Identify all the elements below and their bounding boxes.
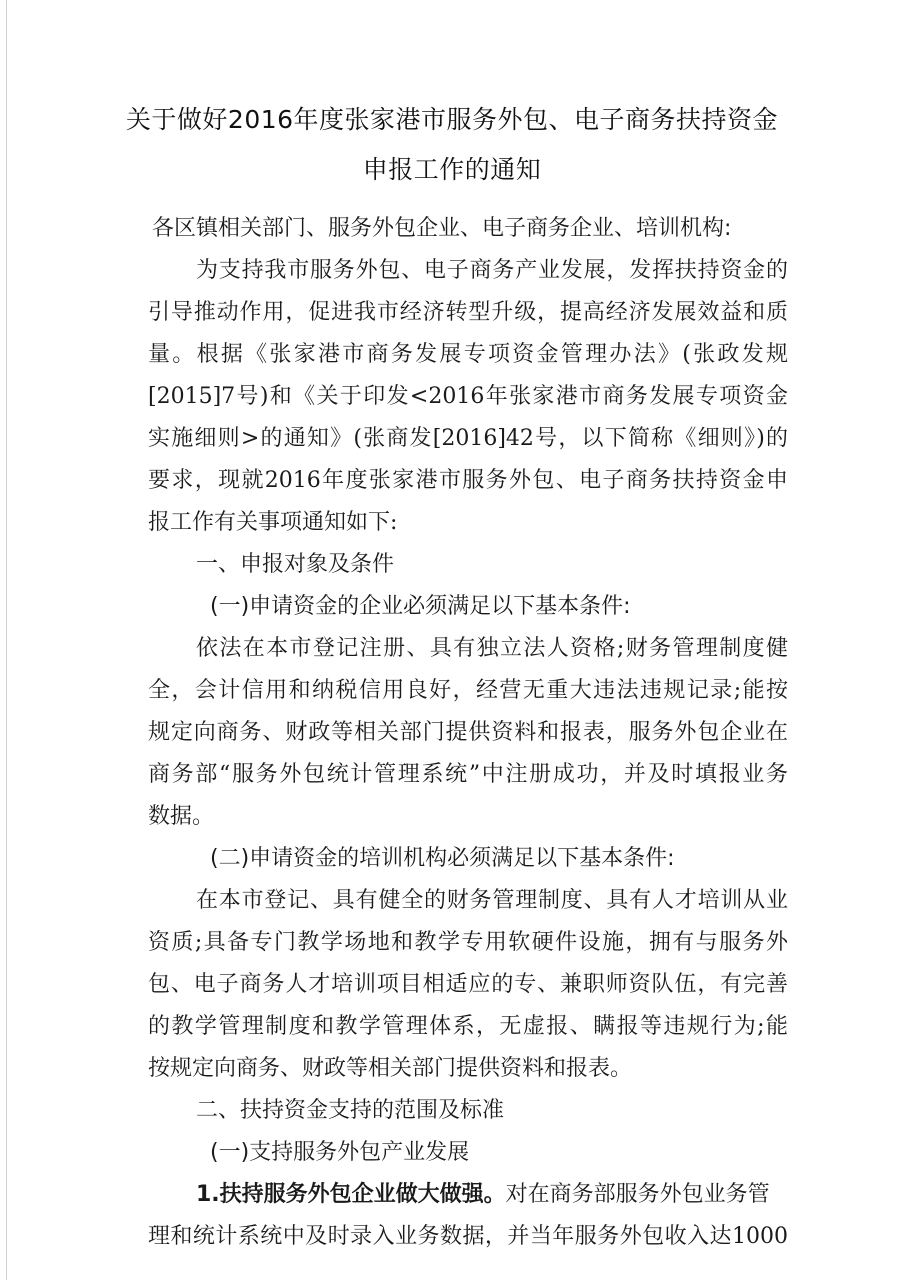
body-line: 规定向商务、财政等相关部门提供资料和报表，服务外包企业在: [148, 720, 788, 745]
body-line: 全，会计信用和纳税信用良好，经营无重大违法违规记录;能按: [148, 678, 788, 703]
body-line: 依法在本市登记注册、具有独立法人资格;财务管理制度健: [196, 636, 788, 661]
body-line: 引导推动作用，促进我市经济转型升级，提高经济发展效益和质: [148, 300, 788, 325]
body-line: 要求，现就2016年度张家港市服务外包、电子商务扶持资金申: [148, 468, 788, 493]
body-line: 实施细则>的通知》(张商发[2016]42号，以下简称《细则》)的: [148, 426, 788, 451]
body-line: 为支持我市服务外包、电子商务产业发展，发挥扶持资金的: [196, 258, 788, 283]
body-line: 资质;具备专门教学场地和教学专用软硬件设施，拥有与服务外: [148, 930, 788, 955]
document-title-line-2: 申报工作的通知: [362, 155, 542, 184]
body-line: 报工作有关事项通知如下:: [148, 510, 398, 535]
subsection-heading: (一)支持服务外包产业发展: [210, 1140, 470, 1165]
body-line: 理和统计系统中及时录入业务数据，并当年服务外包收入达1000: [148, 1224, 788, 1249]
scan-edge: [6, 0, 7, 1280]
item-heading: 1.扶持服务外包企业做大做强。: [196, 1182, 506, 1207]
document-title-line-1: 关于做好2016年度张家港市服务外包、电子商务扶持资金: [125, 105, 779, 134]
subsection-heading: (二)申请资金的培训机构必须满足以下基本条件:: [210, 846, 675, 871]
body-line: 在本市登记、具有健全的财务管理制度、具有人才培训从业: [196, 888, 788, 913]
item-line: [196, 1180, 788, 1210]
body-line: 商务部“服务外包统计管理系统”中注册成功，并及时填报业务: [148, 762, 788, 787]
item-text: 对在商务部服务外包业务管: [505, 1182, 770, 1207]
subsection-heading: (一)申请资金的企业必须满足以下基本条件:: [210, 594, 631, 619]
body-line: 按规定向商务、财政等相关部门提供资料和报表。: [148, 1056, 633, 1081]
salutation: 各区镇相关部门、服务外包企业、电子商务企业、培训机构:: [152, 216, 732, 241]
body-line: 数据。: [148, 804, 215, 829]
body-line: [2015]7号)和《关于印发<2016年张家港市商务发展专项资金: [148, 384, 788, 409]
section-heading: 二、扶持资金支持的范围及标准: [196, 1098, 505, 1123]
body-line: 的教学管理制度和教学管理体系，无虚报、瞒报等违规行为;能: [148, 1014, 788, 1039]
body-line: 量。根据《张家港市商务发展专项资金管理办法》(张政发规: [148, 342, 788, 367]
body-line: 包、电子商务人才培训项目相适应的专、兼职师资队伍，有完善: [148, 972, 788, 997]
section-heading: 一、申报对象及条件: [196, 552, 395, 577]
